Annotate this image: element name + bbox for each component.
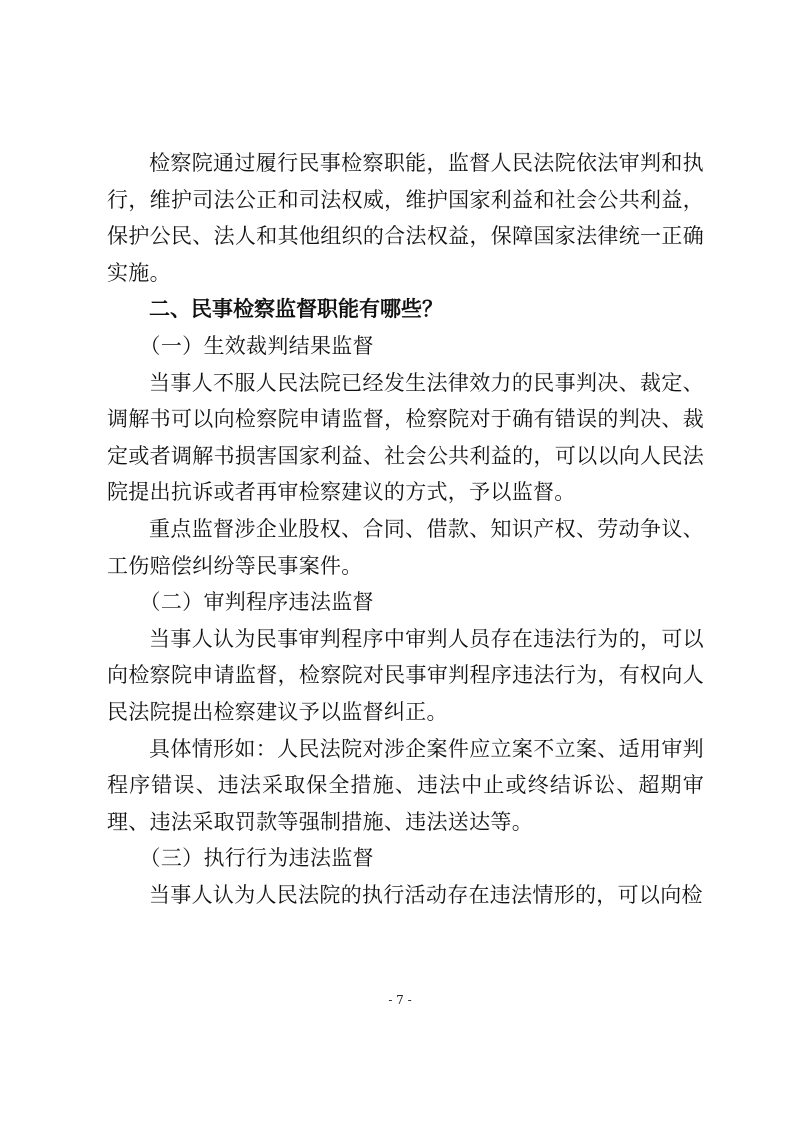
body-text [107, 145, 704, 913]
subheading-1: （一）生效裁判结果监督 [139, 333, 374, 358]
page-number: - 7 - [388, 993, 412, 1007]
paragraph-judgment-supervision: 当事人不服人民法院已经发生法律效力的民事判决、裁定、调解书可以向检察院申请监督，检察院对于确有错误的判决、裁定或者调解书损害国家利益、社会公共利益的，可以以向人民法院提出抗诉或者再审检察建议的方式，予以监督。 [107, 370, 704, 505]
paragraph-execution-supervision: 当事人认为人民法院的执行活动存在违法情形的，可以向检 [149, 882, 703, 907]
section-heading-2: 二、民事检察监督职能有哪些？ [149, 297, 443, 322]
paragraph-intro: 检察院通过履行民事检察职能，监督人民法院依法审判和执行，维护司法公正和司法权威，维护国家利益和社会公共利益，保护公民、法人和其他组织的合法权益，保障国家法律统一正确实施。 [107, 151, 704, 285]
subheading-3: （三）执行行为违法监督 [139, 846, 374, 871]
paragraph-specific-cases: 具体情形如：人民法院对涉企案件应立案不立案、适用审判程序错误、违法采取保全措施、违法中止或终结诉讼、超期审理、违法采取罚款等强制措施、违法送达等。 [107, 736, 704, 834]
subheading-2: （二）审判程序违法监督 [139, 590, 374, 615]
paragraph-procedure-supervision: 当事人认为民事审判程序中审判人员存在违法行为的，可以向检察院申请监督，检察院对民事审判程序违法行为，有权向人民法院提出检察建议予以监督纠正。 [107, 626, 704, 724]
paragraph-key-cases: 重点监督涉企业股权、合同、借款、知识产权、劳动争议、工伤赔偿纠纷等民事案件。 [107, 516, 704, 578]
